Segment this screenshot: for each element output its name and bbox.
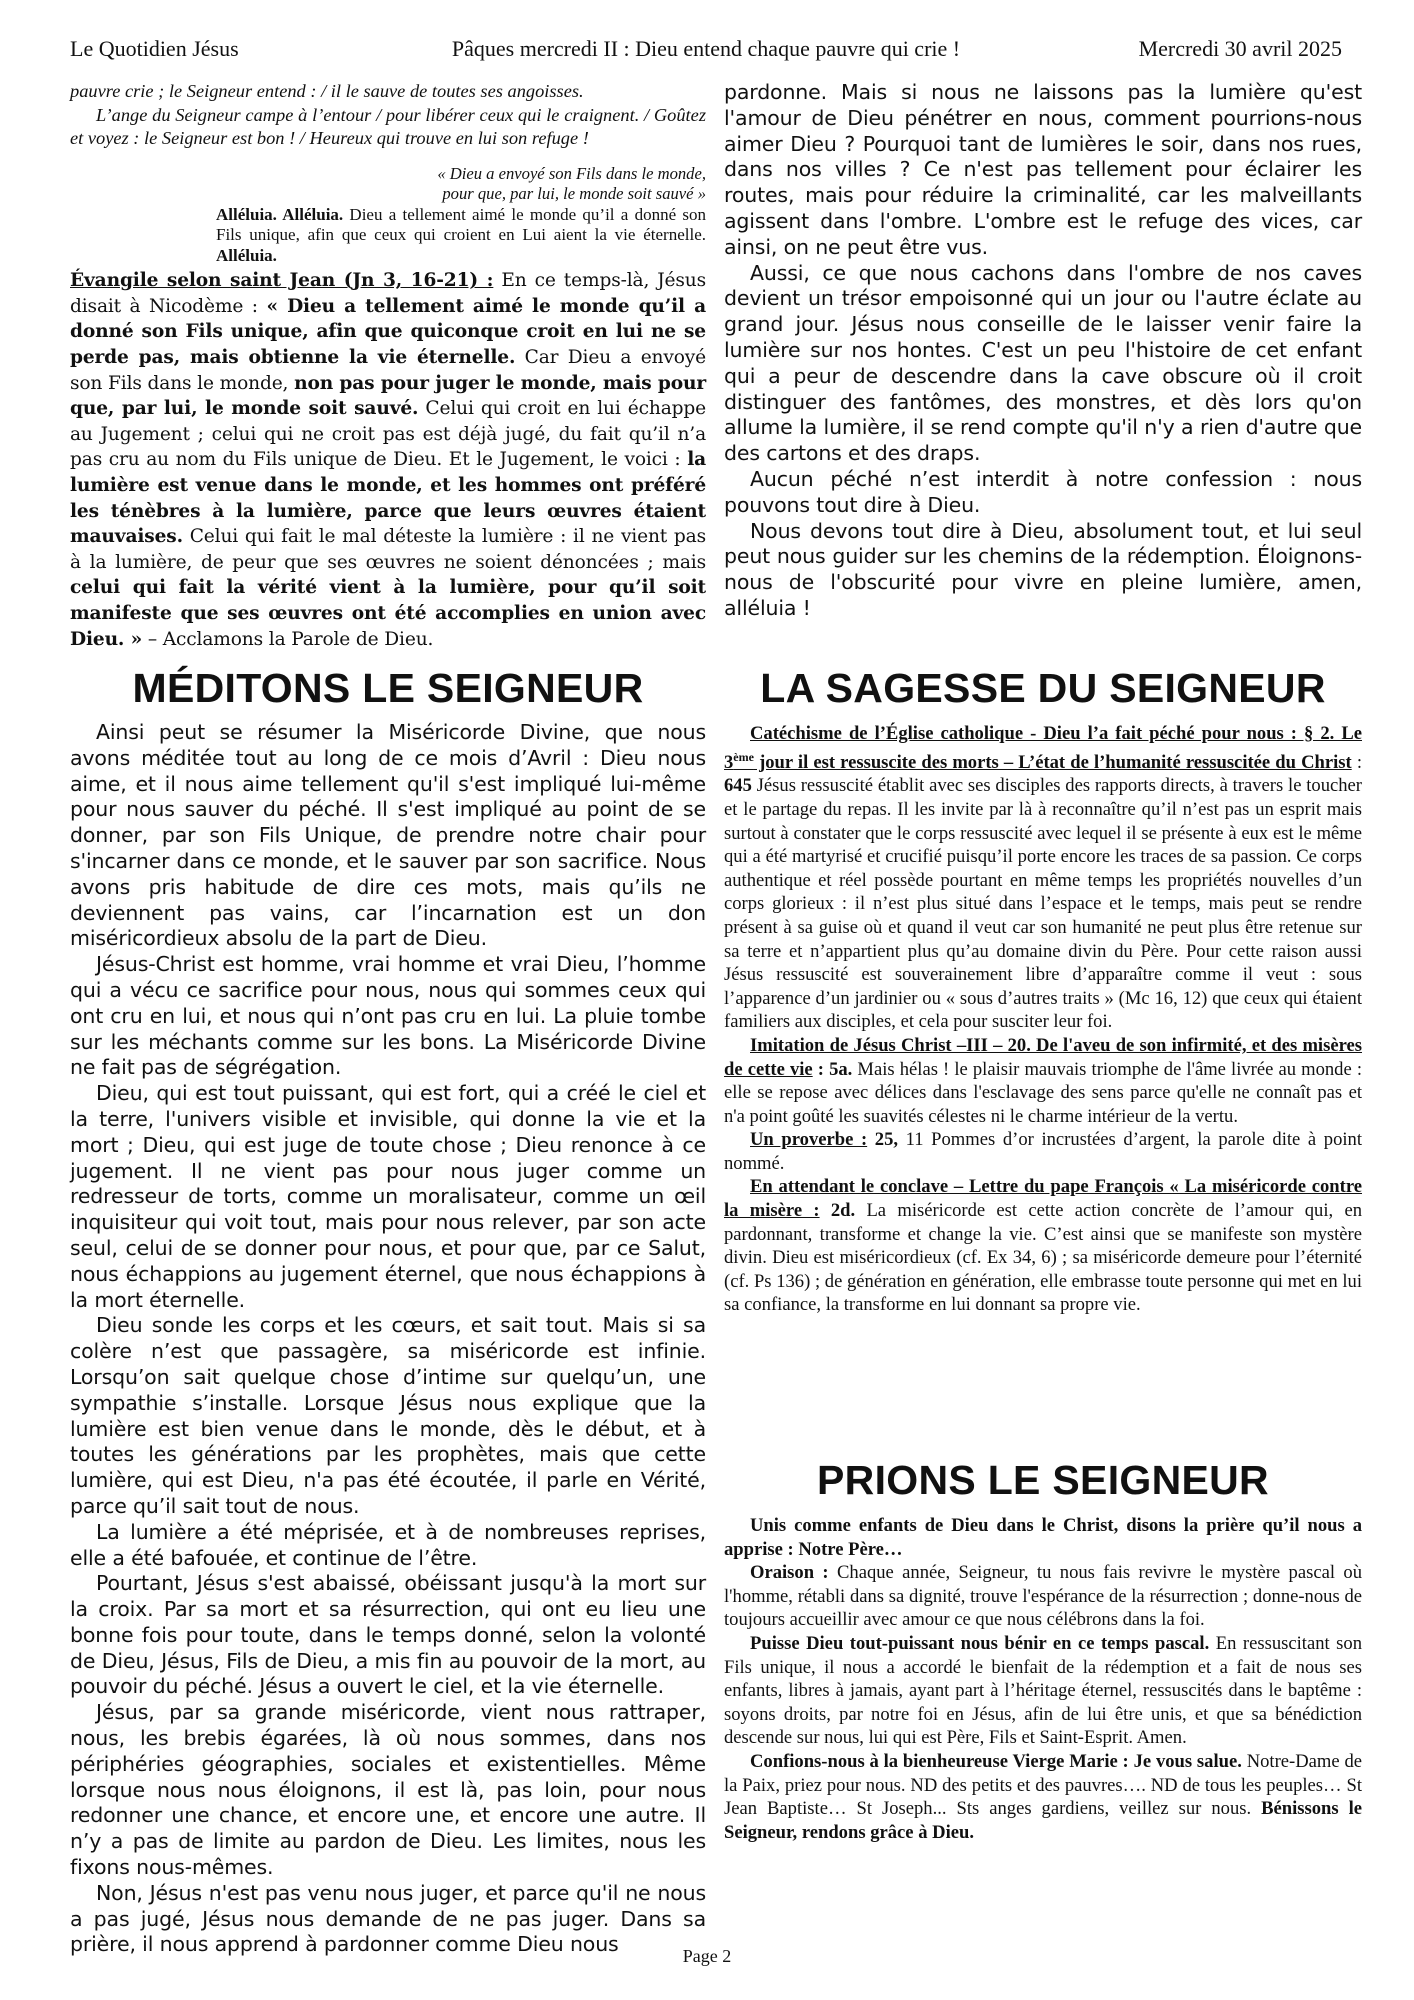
- reflection-paragraph: Aussi, ce que nous cachons dans l'ombre de nos caves devient un trésor empoisonné qui un jour ou l'autre éclate au grand jour. Jésus nous conseille de le laisser venir faire la lumière sur nos hontes. C'est un peu l'histoire de cet enfant qui a peur de descendre dans la cave obscure où il croit distinguer des fantômes, des monstres, et dès lors qu'on allume la lumière, il se rend compte qu'il n'y a rien d'autre que des cartons et des draps.: [724, 260, 1362, 466]
- gospel-part: Celui qui fait le mal déteste la lumière : il ne vient pas à la lumière, de peur que ses œuvres ne soient dénoncées ; mais: [70, 526, 706, 573]
- meditons-section: [70, 665, 706, 1958]
- imitation-heading: Imitation de Jésus Christ –III – 20. De l'aveu de son infirmité, et des misères de cette vie: [724, 1034, 1362, 1080]
- blessing-paragraph: [724, 1632, 1362, 1750]
- acclamation-text: [216, 205, 706, 267]
- meditation-paragraph: Ainsi peut se résumer la Miséricorde Divine, que nous avons méditée tout au long de ce mois d’Avril : Dieu nous aime, et il nous aime tellement qu'il s'est impliqué lui-même pour nous sauver du péché. Il s'est impliqué au point de se donner, par son Fils Unique, de prendre notre chair pour s'incarner dans ce monde, et le sauver par son sacrifice. Nous avons pris habitude de dire ces mots, mais qu’ils ne deviennent pas vains, car l’incarnation est un don miséricordieux absolu de la part de Dieu.: [70, 720, 706, 951]
- psalm-verse: L’ange du Seigneur campe à l’entour / pour libérer ceux qui le craignent. / Goûtez et voyez : le Seigneur est bon ! / Heureux qui trouve en lui son refuge !: [70, 104, 706, 149]
- proverb-text: 11 Pommes d’or incrustées d’argent, la parole dite à point nommé.: [724, 1129, 1362, 1174]
- oraison-text: Chaque année, Seigneur, tu nous fais revivre le mystère pascal où l'homme, rétabli dans sa dignité, trouve l'espérance de la résurrection ; donne-nous de toujours accueillir avec amour ce que nous célébrons dans la foi.: [724, 1562, 1362, 1631]
- section-title-sagesse: LA SAGESSE DU SEIGNEUR: [760, 665, 1326, 711]
- conclave-number: 2d.: [819, 1200, 856, 1222]
- catechism-heading: [724, 723, 1362, 773]
- acclamation-quote-2: pour que, par lui, le monde soit sauvé »: [442, 184, 706, 204]
- alleluia-label: Alléluia. Alléluia.: [216, 204, 344, 224]
- closing-blessing: Bénissons le Seigneur, rendons grâce à Dieu.: [724, 1798, 1362, 1843]
- meditation-text: [70, 720, 706, 1958]
- reflection-paragraph: pardonne. Mais si nous ne laissons pas la lumière qu'est l'amour de Dieu pénétrer en nous, comment pourrions-nous aimer Dieu ? Pourquoi tant de lumières le soir, dans nos rues, dans nos villes ? Ce n'est pas tellement pour éclairer les routes, mais pour réduire la criminalité, car les malveillants agissent dans l'ombre. L'ombre est le refuge des vices, car ainsi, on ne peut être vus.: [724, 80, 1362, 259]
- sagesse-section: [724, 665, 1362, 1317]
- acclamation-verse: Dieu a tellement aimé le monde qu’il a donné son Fils unique, afin que ceux qui croient en Lui aient la vie éternelle.: [216, 204, 707, 245]
- catechism-paragraph: [724, 722, 1362, 1034]
- gospel-reference: Évangile selon saint Jean (Jn 3, 16-21) :: [70, 270, 494, 292]
- psalm-line: pauvre crie ; le Seigneur entend : / il le sauve de toutes ses angoisses.: [70, 81, 584, 101]
- conclave-paragraph: [724, 1175, 1362, 1317]
- meditation-paragraph: Non, Jésus n'est pas venu nous juger, et parce qu'il ne nous a pas jugé, Jésus nous demande de ne pas juger. Dans sa prière, il nous apprend à pardonner comme Dieu nous: [70, 1880, 706, 1957]
- reflection-paragraph: Nous devons tout dire à Dieu, absolument tout, et lui seul peut nous guider sur les chemins de la rédemption. Éloignons-nous de l'obscurité pour vivre en pleine lumière, amen, alléluia !: [724, 518, 1362, 620]
- page-header: [70, 36, 1342, 70]
- gospel-text: [70, 268, 706, 652]
- blessing-text: En ressuscitant son Fils unique, il nous a accordé le bienfait de la rédemption et a fait de nous ses enfants, libres à jamais, ayant part à l’héritage éternel, ressuscités dans le baptême : soyons droits, par notre foi en Jésus, afin de lui être unis, et que sa bénédiction descende sur nous, lui qui est Père, Fils et Saint-Esprit. Amen.: [724, 1632, 1362, 1749]
- imitation-text: Mais hélas ! le plaisir mauvais triomphe de l'âme livrée au monde : elle se repose avec délices dans l'esclavage des sens parce qu'elle ne connaît pas et n'a point goûté les suavités célestes ni le charme intérieur de la vertu.: [724, 1058, 1362, 1127]
- prions-section: [724, 1457, 1362, 1844]
- gospel-part: Car Dieu a envoyé son Fils dans le monde,: [70, 347, 706, 394]
- marian-heading: Confions-nous à la bienheureuse Vierge Marie : Je vous salue.: [750, 1750, 1242, 1772]
- separator: :: [1351, 751, 1362, 773]
- meditation-paragraph: Dieu sonde les corps et les cœurs, et sait tout. Mais si sa colère n’est que passagère, sa miséricorde est infinie. Lorsqu’on sait quelque chose d’intime sur quelqu’un, une sympathie s’installe. Lorsque Jésus nous explique que la lumière est bien venue dans le monde, dès le début, et à toutes les générations par les prophètes, mais que cette lumière, qui est Dieu, n'a pas été écoutée, il parle en Vérité, parce qu’il sait tout de nous.: [70, 1313, 706, 1518]
- conclave-text: La miséricorde est cette action concrète de l’amour qui, en pardonnant, transforme et change la vie. C’est ainsi que se manifeste son mystère divin. Dieu est miséricordieux (cf. Ex 34, 6) ; sa miséricorde demeure pour l’éternité (cf. Ps 136) ; de génération en génération, elle embrasse toute personne qui met en lui sa confiance, la transforme en lui donnant sa propre vie.: [724, 1200, 1363, 1316]
- right-top-column: [724, 80, 1362, 622]
- date: Mercredi 30 avril 2025: [1138, 36, 1342, 61]
- meditation-paragraph: Dieu, qui est tout puissant, qui est fort, qui a créé le ciel et la terre, l'univers visible et invisible, qui donne la vie et la mort ; Dieu, qui est juge de toute chose ; Dieu renonce à ce jugement. Il ne vient pas pour nous juger comme un redresseur de torts, comme un moralisateur, comme un œil inquisiteur qui voit tout, mais pour nous relever, par son acte seul, celui de se donner pour nous, et pour que, par ce Salut, nous échappions au jugement éternel, que nous échappions à la mort éternelle.: [70, 1081, 706, 1312]
- reflection-paragraph: Aucun péché n’est interdit à notre confession : nous pouvons tout dire à Dieu.: [724, 466, 1362, 517]
- catechism-heading-text: Catéchisme de l’Église catholique - Dieu l’a fait péché pour nous : § 2. Le 3: [724, 723, 1362, 773]
- marian-text: Notre-Dame de la Paix, priez pour nous. ND des petits et des pauvres…. ND de tous les peuples… St Jean Baptiste… St Joseph... Sts anges gardiens, veillez sur nous.: [724, 1750, 1362, 1820]
- ordinal-suffix: ème: [733, 749, 754, 764]
- catechism-number: 645: [724, 775, 752, 797]
- meditation-paragraph: Jésus, par sa grande miséricorde, vient nous rattraper, nous, les brebis égarées, là où nous sommes, dans nos périphéries géographies, sociales et existentielles. Même lorsque nous nous éloignons, il est là, pas loin, pour nous redonner une chance, et encore une, et encore une autre. Il n’y a pas de limite au pardon de Dieu. Les limites, nous les fixons nous-mêmes.: [70, 1700, 706, 1880]
- gospel-bold: non pas pour juger le monde, mais pour que, par lui, le monde soit sauvé.: [70, 372, 707, 420]
- gospel-part: Celui qui croit en lui échappe au Jugement ; celui qui ne croit pas est déjà jugé, du fait qu’il n’a pas cru au nom du Fils unique de Dieu. Et le Jugement, le voici :: [70, 398, 706, 471]
- catechism-heading-text: jour il est ressuscite des morts – L’état de l’humanité ressuscitée du Christ: [753, 751, 1352, 773]
- marian-paragraph: [724, 1750, 1362, 1844]
- gospel-bold: la lumière est venue dans le monde, et les hommes ont préféré les ténèbres à la lumière, parce que leurs œuvres étaient mauvaises.: [70, 449, 706, 548]
- alleluia-end: Alléluia.: [216, 245, 277, 265]
- conclave-heading: En attendant le conclave – Lettre du pape François « La miséricorde contre la misère :: [724, 1176, 1362, 1222]
- acclamation: [70, 164, 706, 267]
- section-title-meditons: MÉDITONS LE SEIGNEUR: [132, 665, 644, 711]
- catechism-text: Jésus ressuscité établit avec ses disciples des rapports directs, à travers le toucher et le partage du repas. Il les invite par là à reconnaître qu’il n’est pas un esprit mais surtout à constater que le corps ressuscité avec lequel il se présente à eux est le même qui a été martyrisé et crucifié puisqu’il porte encore les traces de sa passion. Ce corps authentique et réel possède pourtant en même temps les propriétés nouvelles d’un corps glorieux : il n’est plus situé dans l’espace et le temps, mais peut se rendre présent à sa guise où et quand il veut car son humanité ne peut plus être retenue sur sa terre et n’appartient plus qu’au domaine divin du Père. Pour cette raison aussi Jésus ressuscité est souverainement libre d’apparaître comme il veut : sous l’apparence d’un jardinier ou « sous d’autres traits » (Mc 16, 12) que ceux qui étaient familiers aux disciples, et cela pour susciter leur foi.: [724, 775, 1362, 1033]
- gospel-bold: « Dieu a tellement aimé le monde qu’il a donné son Fils unique, afin que quiconque croit en lui ne se perde pas, mais obtienne la vie éternelle.: [70, 295, 706, 369]
- proverb-number: 25,: [867, 1129, 899, 1151]
- meditation-paragraph: La lumière a été méprisée, et à de nombreuses reprises, elle a été bafouée, et continue de l’être.: [70, 1519, 706, 1570]
- gospel-part: En ce temps-là, Jésus disait à Nicodème :: [70, 270, 707, 317]
- gospel-bold: celui qui fait la vérité vient à la lumière, pour qu’il soit manifeste que ses œuvres ont été accomplies en union avec Dieu. »: [70, 577, 706, 650]
- acclamation-quote-1: « Dieu a envoyé son Fils dans le monde,: [437, 163, 706, 183]
- proverb-paragraph: [724, 1128, 1362, 1175]
- imitation-number: : 5a.: [812, 1058, 853, 1080]
- proverb-heading: Un proverbe :: [750, 1129, 868, 1151]
- page-number: Page 2: [682, 1946, 732, 1966]
- oraison-label: Oraison :: [750, 1562, 829, 1584]
- blessing-heading: Puisse Dieu tout-puissant nous bénir en ce temps pascal.: [750, 1632, 1210, 1654]
- section-title-prions: PRIONS LE SEIGNEUR: [817, 1457, 1269, 1503]
- meditation-paragraph: Pourtant, Jésus s'est abaissé, obéissant jusqu'à la mort sur la croix. Par sa mort et sa résurrection, qui ont eu lieu une bonne fois pour toute, dans le temps donné, selon la volonté de Dieu, Jésus, Fils de Dieu, a mis fin au pouvoir de la mort, au pouvoir du péché. Jésus a ouvert le ciel, et la vie éternelle.: [70, 1571, 706, 1699]
- oraison-paragraph: [724, 1561, 1362, 1632]
- imitation-paragraph: [724, 1034, 1362, 1128]
- sagesse-text: [724, 722, 1362, 1317]
- day-title: Pâques mercredi II : Dieu entend chaque pauvre qui crie !: [451, 36, 961, 61]
- gospel-acclamation: – Acclamons la Parole de Dieu.: [142, 628, 434, 650]
- meditation-paragraph: Jésus-Christ est homme, vrai homme et vrai Dieu, l’homme qui a vécu ce sacrifice pour nous, nous qui sommes ceux qui ont cru en lui, et nous qui n’ont pas cru en lui. La pluie tombe sur les méchants comme sur les bons. La Miséricorde Divine ne fait pas de ségrégation.: [70, 952, 706, 1080]
- prayer-intro: Unis comme enfants de Dieu dans le Christ, disons la prière qu’il nous a apprise : Notre Père…: [724, 1515, 1362, 1560]
- publication-name: Le Quotidien Jésus: [70, 36, 239, 61]
- left-top-column: [70, 80, 706, 652]
- prayer-text: [724, 1514, 1362, 1844]
